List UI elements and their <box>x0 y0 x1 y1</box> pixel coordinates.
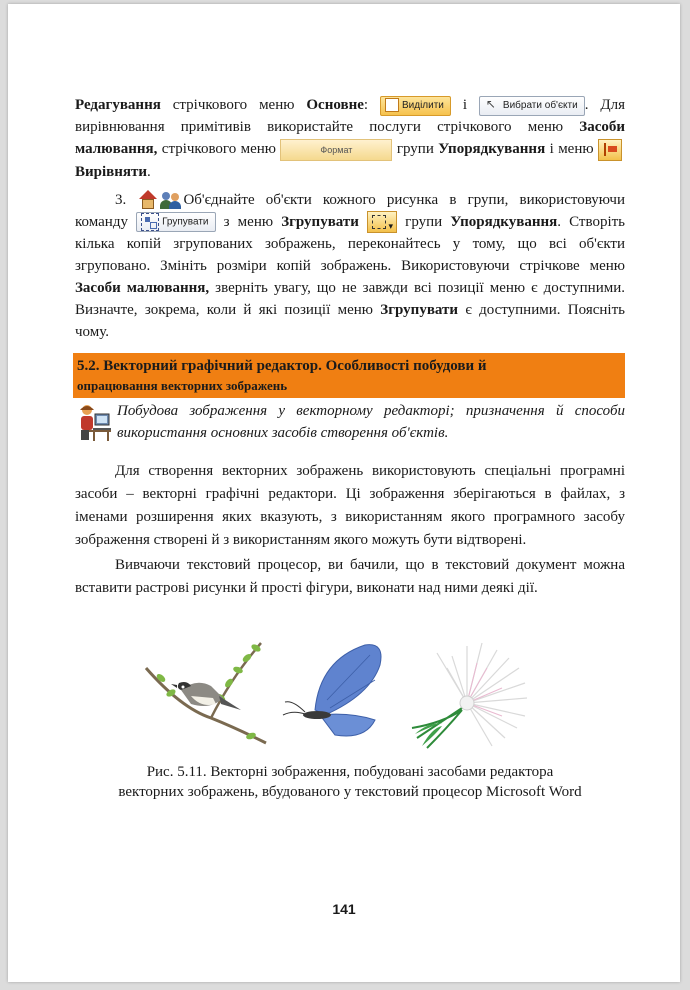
figure-caption <box>75 762 625 802</box>
bold-text: Вирівняти <box>75 163 148 180</box>
bold-text: Згрупувати <box>281 213 359 230</box>
select-icon <box>385 98 399 112</box>
house-icon <box>137 190 159 210</box>
paragraph-2 <box>75 189 625 344</box>
group-icon <box>141 213 159 231</box>
text: Об'єднайте об'єкти кожного рисунка в групи, використовуючи команду <box>75 191 625 230</box>
paragraph-4: Вивчаючи текстовий процесор, ви бачили, що в текстовий документ можна вставити растрові рисунки й прості фігури, виконати над ними деякі дії. <box>75 557 625 597</box>
caption-line-2: векторних зображень, вбудованого у текстовий процесор Microsoft Word <box>118 784 582 801</box>
paragraph-1 <box>75 94 625 183</box>
group-menu-icon[interactable]: ▾ <box>367 211 397 233</box>
text: і меню <box>545 141 598 157</box>
bold-text: Упорядкування <box>450 213 558 230</box>
dandelion-flower-image <box>407 638 537 753</box>
teacher-at-computer-icon <box>75 402 113 442</box>
bold-text: Редагування <box>75 97 161 113</box>
text: стрічкового меню <box>160 97 307 113</box>
paragraph-3: Для створення векторних зображень використовують спеціальні програмні засоби – векторні графічні редактори. Ці зображення зберігаються в файлах, з іменами розширення яких вказують, з використанням якого програмного засобу зображення створені й з використанням якого можуть бути відтворені. <box>75 463 625 549</box>
list-number: 3. <box>115 191 138 208</box>
figure-images <box>75 638 625 758</box>
text: групи <box>392 141 439 157</box>
text: . Створіть кілька копій згрупованих зображень, переконайтесь у тому, що всі об'єкти згруповано. Змініть розміри копій зображень. Використовуючи стрічкове меню <box>75 213 626 275</box>
align-icon[interactable] <box>598 139 622 161</box>
bold-text: Основне <box>306 97 364 113</box>
bird-on-branch-image <box>141 638 271 748</box>
select-button[interactable] <box>380 96 451 116</box>
butterfly-image <box>275 640 395 750</box>
text: стрічкового меню <box>157 141 281 157</box>
select-button-label: Виділити <box>401 99 444 111</box>
section-subtitle: опрацювання векторних зображень <box>77 378 288 394</box>
bold-text: Засоби малювання, <box>75 119 625 157</box>
text: групи <box>397 213 451 230</box>
text: : <box>363 97 380 113</box>
cursor-icon <box>484 97 500 113</box>
content <box>75 94 625 802</box>
text: і <box>450 97 479 113</box>
text: з меню <box>215 213 282 230</box>
group-button[interactable] <box>136 212 215 232</box>
text: є доступними. Поясніть чому. <box>75 302 625 341</box>
select-objects-button-label: Вибрати об'єкти <box>502 99 578 111</box>
select-objects-button[interactable] <box>479 96 585 116</box>
text: . <box>147 163 151 180</box>
caption-line-1: Рис. 5.11. Векторні зображення, побудовані засобами редактора <box>146 764 554 781</box>
page <box>8 4 680 982</box>
people-icon <box>159 190 183 210</box>
format-tab[interactable]: Формат <box>280 139 392 161</box>
bold-text: Упорядкування <box>438 141 546 157</box>
text: зверніть увагу, що не завжди всі позиції меню є доступними. Визначте, зокрема, коли й які позиції меню <box>75 280 625 319</box>
objectives-block <box>75 400 625 444</box>
text: . Для вирівнювання примітивів використайте послуги стрічкового меню <box>75 97 626 135</box>
group-button-label: Групувати <box>162 216 209 228</box>
page-number: 141 <box>332 901 356 917</box>
section-heading <box>73 353 625 398</box>
bold-text: Засоби малювання, <box>75 280 210 297</box>
objectives-text: Побудова зображення у векторному редакторі; призначення й способи використання основних засобів створення об'єктів. <box>117 403 625 442</box>
bold-text: Згрупувати <box>380 302 459 319</box>
section-title: 5.2. Векторний графічний редактор. Особливості побудови й <box>77 358 487 375</box>
